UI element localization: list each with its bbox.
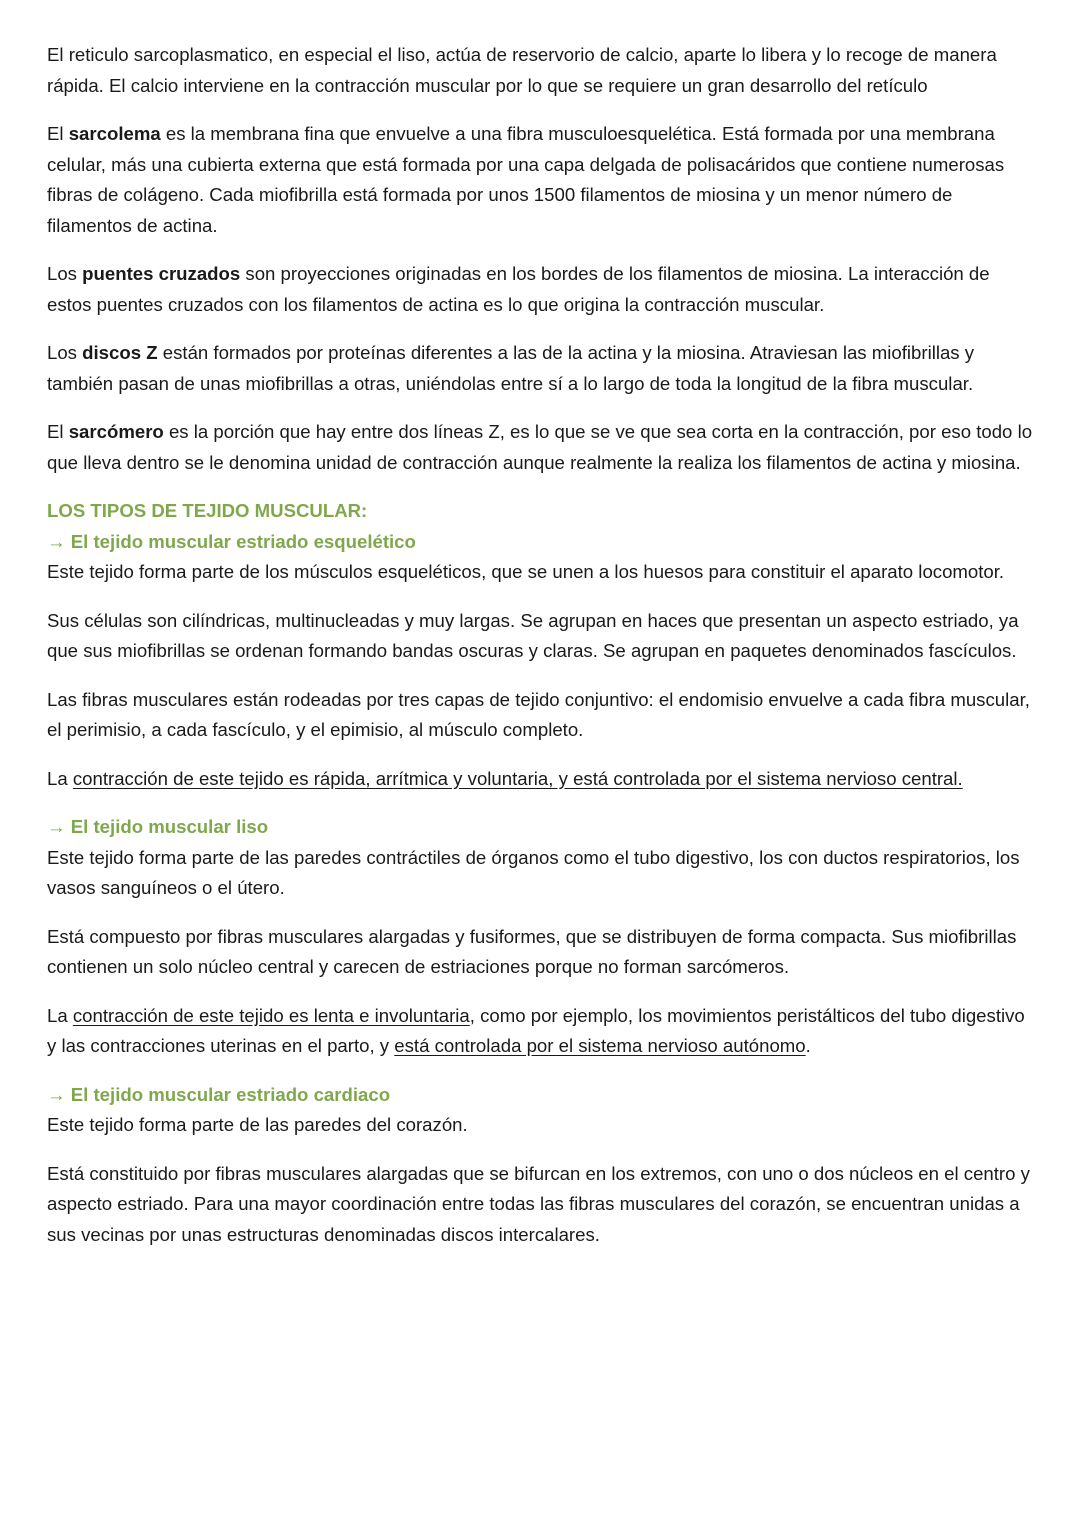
paragraph-esqueletico-4 <box>47 764 1037 795</box>
text-fragment: Los <box>47 342 83 363</box>
heading-esqueletico: → El tejido muscular estriado esquelético <box>47 530 416 552</box>
paragraph-text: Está compuesto por fibras musculares alargadas y fusiformes, que se distribuyen de forma compacta. Sus miofibrillas contienen un solo núcleo central y carecen de estriaciones porque no forman sarcómeros. <box>47 925 1017 977</box>
text-fragment: es la membrana fina que envuelve a una fibra musculoesquelética. Está formada por una membrana celular, más una cubierta externa que está formada por una capa delgada de polisacáridos que contiene numerosas fibras de colágeno. Cada miofibrilla está formada por unos 1500 filamentos de miosina y un menor número de filamentos de actina. <box>47 123 1005 236</box>
paragraph-cardiaco-1 <box>47 1110 1037 1141</box>
text-fragment: están formados por proteínas diferentes a las de la actina y la miosina. Atraviesan las miofibrillas y también pasan de unas miofibrillas a otras, uniéndolas entre sí a lo largo de toda la longitud de la fibra muscular. <box>47 342 975 394</box>
paragraph-sarcolema <box>47 119 1037 241</box>
section-tipos-tejido <box>47 496 1037 557</box>
paragraph-esqueletico-2 <box>47 606 1037 667</box>
paragraph-cardiaco-2 <box>47 1159 1037 1251</box>
section-title: LOS TIPOS DE TEJIDO MUSCULAR: <box>47 500 368 521</box>
text-fragment: es la porción que hay entre dos líneas Z, es lo que se ve que sea corta en la contracción, por eso todo lo que lleva dentro se le denomina unidad de contracción aunque realmente la realiza los filamentos de actina y miosina. <box>47 421 1033 473</box>
text-fragment: La <box>47 767 73 789</box>
paragraph-reticulo <box>47 40 1037 101</box>
paragraph-text: Este tejido forma parte de los músculos esqueléticos, que se unen a los huesos para constituir el aparato locomotor. <box>47 561 1005 582</box>
underlined-text: contracción de este tejido es rápida, arrítmica y voluntaria, y está controlada por el sistema nervioso central. <box>72 767 963 789</box>
paragraph-text: El reticulo sarcoplasmatico, en especial el liso, actúa de reservorio de calcio, aparte lo libera y lo recoge de manera rápida. El calcio interviene en la contracción muscular por lo que se requiere un gran desarrollo del retículo <box>47 44 997 96</box>
underlined-text: está controlada por el sistema nervioso autónomo <box>394 1035 806 1056</box>
paragraph-esqueletico-3 <box>47 685 1037 746</box>
term-discos-z: discos Z <box>82 342 158 363</box>
document-page <box>47 40 1037 1268</box>
term-puentes-cruzados: puentes cruzados <box>82 263 241 284</box>
paragraph-sarcomero <box>47 417 1037 478</box>
text-fragment: La <box>47 1004 73 1026</box>
text-fragment: Los <box>47 263 83 284</box>
paragraph-text: Sus células son cilíndricas, multinucleadas y muy largas. Se agrupan en haces que presentan un aspecto estriado, ya que sus miofibrillas se ordenan formando bandas oscuras y claras. Se agrupan en paquetes denominados fascículos. <box>47 609 1019 661</box>
paragraph-text: Este tejido forma parte de las paredes contráctiles de órganos como el tubo digestivo, los con ductos respiratorios, los vasos sanguíneos o el útero. <box>47 846 1020 898</box>
paragraph-text: Está constituido por fibras musculares alargadas que se bifurcan en los extremos, con uno o dos núcleos en el centro y aspecto estriado. Para una mayor coordinación entre todas las fibras musculares del corazón, se encuentran unidas a sus vecinas por unas estructuras denominadas discos intercalares. <box>47 1162 1030 1245</box>
paragraph-puentes-cruzados <box>47 259 1037 320</box>
paragraph-esqueletico-1 <box>47 557 1037 588</box>
text-fragment: . <box>805 1035 811 1056</box>
paragraph-text: Las fibras musculares están rodeadas por tres capas de tejido conjuntivo: el endomisio envuelve a cada fibra muscular, el perimisio, a cada fascículo, y el epimisio, al músculo completo. <box>47 688 1030 740</box>
paragraph-liso-3 <box>47 1001 1037 1062</box>
heading-cardiaco: → El tejido muscular estriado cardiaco <box>47 1083 391 1105</box>
term-sarcolema: sarcolema <box>68 123 161 144</box>
text-fragment: El <box>47 421 69 442</box>
text-fragment: son proyecciones originadas en los bordes de los filamentos de miosina. La interacción de estos puentes cruzados con los filamentos de actina es lo que origina la contracción muscular. <box>47 263 990 315</box>
term-sarcomero: sarcómero <box>68 421 164 442</box>
paragraph-text: Este tejido forma parte de las paredes del corazón. <box>47 1114 468 1135</box>
paragraph-liso-2 <box>47 922 1037 983</box>
text-fragment: El <box>47 123 69 144</box>
text-fragment: , como por ejemplo, los movimientos peristálticos del tubo digestivo y las contracciones uterinas en el parto, y <box>47 1004 1025 1056</box>
heading-liso: → El tejido muscular liso <box>47 816 269 837</box>
underlined-text: contracción de este tejido es lenta e involuntaria <box>72 1004 470 1026</box>
paragraph-discos-z <box>47 338 1037 399</box>
paragraph-liso-1 <box>47 843 1037 904</box>
